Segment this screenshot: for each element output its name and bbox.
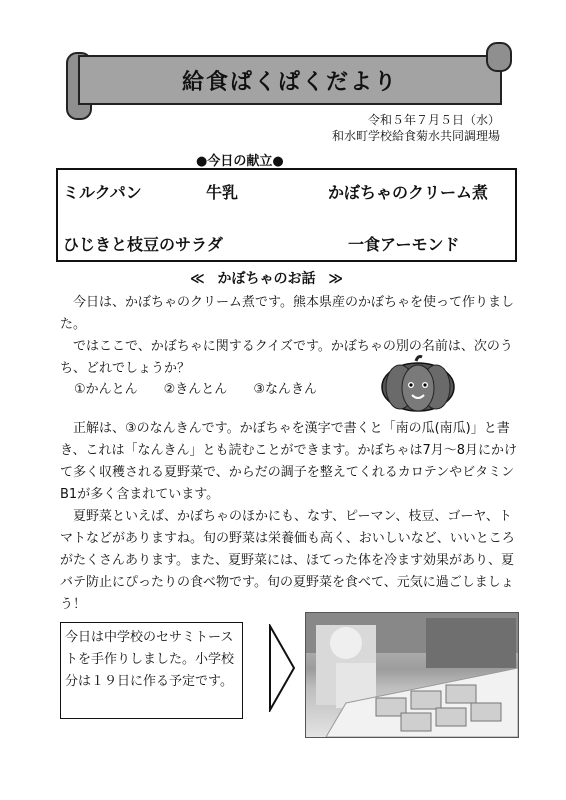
title-bracket-right: ≫	[328, 271, 344, 287]
paragraph-answer: 正解は、③のなんきんです。かぼちゃを漢字で書くと「南の瓜(南瓜)」と書き、これは「なんきん」とも読むことができます。かぼちゃは7月～8月にかけて多く収穫される夏野菜で、からだの調子を整えてくれるカロテンやビタミンB1が多く含まれています。	[60, 421, 517, 502]
menu-item-hijiki-salad: ひじきと枝豆のサラダ	[63, 235, 223, 254]
quiz-choice-2: ②きんとん	[163, 382, 228, 397]
title-bracket-left: ≪	[190, 271, 205, 287]
quiz-choice-3: ③なんきん	[253, 382, 317, 397]
article-paragraph-3	[60, 418, 518, 506]
note-box: 今日は中学校のセサミトーストを手作りしました。小学校分は１９日に作る予定です。	[60, 622, 243, 719]
title-banner	[78, 55, 502, 105]
quiz-choices	[74, 378, 317, 397]
arrow-right-icon	[268, 624, 296, 712]
paragraph-intro: 今日は、かぼちゃのクリーム煮です。熊本県産のかぼちゃを使って作りました。	[60, 295, 514, 332]
article-paragraph-1	[60, 292, 515, 336]
kitchen-name: 和水町学校給食菊水共同調理場	[331, 129, 500, 143]
article-title-text: かぼちゃのお話	[217, 271, 316, 287]
paragraph-summer-vegetables: 夏野菜といえば、かぼちゃのほかにも、なす、ピーマン、枝豆、ゴーヤ、トマトなどがありますね。旬の野菜は栄養価も高く、おいしいなど、いいところがたくさんあります。また、夏野菜には、ほてった体を冷ます効果があり、夏バテ防止にぴったりの食べ物です。旬の夏野菜を食べて、元気に過ごしましょう！	[60, 509, 515, 612]
article-paragraph-4	[60, 506, 518, 616]
banner-scroll-right	[486, 42, 512, 72]
menu-item-milk: 牛乳	[206, 183, 239, 202]
quiz-choice-1: ①かんとん	[74, 382, 138, 397]
paragraph-quiz: ではここで、かぼちゃに関するクイズです。かぼちゃの別の名前は、次のうち、どれでしょうか？	[60, 339, 513, 376]
menu-item-almond: 一食アーモンド	[348, 235, 460, 254]
menu-heading: ●今日の献立●	[196, 154, 284, 169]
issue-date: 令和５年７月５日（水）	[367, 113, 500, 127]
menu-item-pumpkin-cream-stew: かぼちゃのクリーム煮	[328, 183, 489, 202]
pumpkin-illustration	[378, 355, 458, 413]
cooking-photo	[305, 612, 519, 738]
page-title: 給食ぱくぱくだより	[181, 69, 398, 95]
menu-item-milk-bread: ミルクパン	[63, 183, 142, 202]
menu-box	[56, 168, 517, 262]
article-title	[190, 268, 343, 288]
